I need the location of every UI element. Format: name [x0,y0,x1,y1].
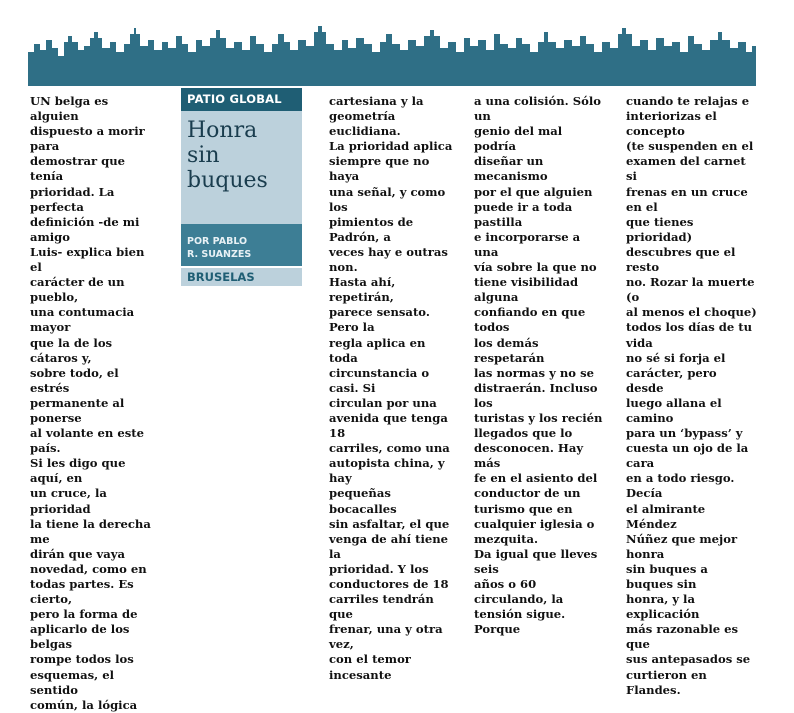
text-line: cualquier iglesia o [474,516,595,531]
text-line: distraerán. Incluso los [474,380,598,410]
skyline-silhouette [28,26,756,66]
text-line: prioridad. Y los [329,561,429,576]
text-line: para un ‘bypass’ y [626,426,743,441]
text-line: al menos el choque) [626,305,757,320]
text-line: circulan por una [329,395,437,410]
text-line: carácter, pero desde [626,365,717,395]
text-line: curtieron en Flandes. [626,667,707,697]
text-line: e incorporarse a una [474,229,581,259]
text-line: más razonable es que [626,622,739,652]
text-line: a una colisión. Sólo un [474,94,601,124]
text-line: UN belga es alguien [30,94,109,124]
text-line: turistas y los recién [474,410,603,425]
text-line: al volante en este país. [30,426,145,456]
text-line: tiene visibilidad alguna [474,275,579,305]
text-line: parece sensato. Pero la [329,305,430,335]
text-line: interiorizas el concepto [626,109,717,139]
text-line: carácter de un pueblo, [30,275,125,305]
text-line: sobre todo, el estrés [30,365,119,395]
text-line: en a todo riesgo. Decía [626,471,735,501]
text-line: veces hay e outras non. [329,244,448,275]
city-skyline-banner [28,22,756,86]
byline-line-1: POR PABLO [187,236,248,247]
text-line: genio del mal podría [474,124,563,154]
text-line: confiando en que todos [474,305,586,335]
text-line: frenar, una y otra vez, [329,622,443,652]
text-line: común, la lógica [30,697,138,712]
text-line: novedad, como en [30,561,147,576]
text-line: dirán que vaya [30,546,126,561]
text-line: prioridad. La perfecta [30,184,115,214]
text-line: Hasta ahí, repetirán, [329,275,396,305]
text-line: una señal, y como los [329,184,446,214]
text-line: llegados que lo [474,426,573,441]
text-line: circunstancia o casi. Si [329,365,430,395]
article-column-1 [30,94,158,713]
dateline-location: BRUSELAS [181,268,302,286]
text-line: puede ir a toda pastilla [474,199,573,229]
text-line: sin asfaltar, el que [329,516,450,531]
text-line: Si les digo que aquí, en [30,456,126,486]
text-line: la tiene la derecha me [30,516,151,546]
text-line: venga de ahí tiene la [329,531,449,561]
text-line: que la de los cátaros y, [30,335,113,365]
text-line: las normas y no se [474,365,594,380]
skyline-band [28,66,756,86]
text-line: geometría euclidiana. [329,109,401,139]
text-line: (te suspenden en el [626,139,754,154]
article-column-5 [626,94,757,698]
text-line: no sé si forja el [626,350,726,365]
text-line: el almirante Méndez [626,501,706,531]
text-line: esquemas, el sentido [30,667,114,697]
text-line: pequeñas bocacalles [329,486,397,516]
text-line: todas partes. Es cierto, [30,577,134,607]
text-line: autopista china, y hay [329,456,445,486]
text-line: un cruce, la prioridad [30,486,107,516]
text-line: desconocen. Hay más [474,441,584,471]
text-line: dispuesto a morir para [30,124,145,154]
text-line: sin buques a buques sin [626,561,708,591]
text-line: avenida que tenga 18 [329,410,448,441]
byline [181,224,302,266]
text-line: carriles, como una [329,441,450,456]
text-line: por el que alguien [474,184,593,199]
text-line: vía sobre la que no [474,260,597,275]
text-line: aplicarlo de los belgas [30,622,130,652]
text-line: La prioridad aplica [329,139,453,154]
text-line: turismo que en [474,501,573,516]
text-line: una contumacia mayor [30,305,135,335]
text-line: frenas en un cruce en el [626,184,748,214]
text-line: cartesiana y la [329,94,424,108]
headline: Honra sin buques [181,111,302,224]
article-column-3 [329,94,457,683]
text-line: diseñar un mecanismo [474,154,548,184]
text-line: sus antepasados se [626,652,751,667]
text-line: permanente al ponerse [30,395,125,425]
text-line: examen del carnet si [626,154,746,184]
text-line: conductor de un [474,486,581,501]
text-line: que tienes prioridad) [626,214,694,244]
article-column-4 [474,94,604,637]
text-line: fe en el asiento del [474,471,598,486]
text-line: demostrar que tenía [30,154,126,184]
byline-line-2: R. SUANZES [187,249,252,260]
text-line: definición -de mi amigo [30,214,140,244]
text-line: no. Rozar la muerte (o [626,275,755,305]
text-line: siempre que no haya [329,154,430,184]
text-line: cuesta un ojo de la cara [626,441,749,471]
text-line: mezquita. [474,531,539,546]
text-line: honra, y la explicación [626,592,700,622]
text-line: pero la forma de [30,607,138,622]
text-line: rompe todos los [30,652,134,667]
text-line: conductores de 18 [329,577,449,591]
text-line: Núñez que mejor honra [626,531,738,561]
text-line: con el temor incesante [329,652,411,682]
text-line: Luis- explica bien el [30,244,145,275]
text-line: los demás respetarán [474,335,545,365]
text-line: cuando te relajas e [626,94,750,108]
text-line: todos los días de tu vida [626,320,753,350]
text-line: Da igual que lleves seis [474,546,598,576]
text-line: tensión sigue. Porque [474,607,566,637]
text-line: regla aplica en toda [329,335,426,365]
section-label: PATIO GLOBAL [181,88,302,111]
article-header-panel [181,88,302,304]
text-line: luego allana el camino [626,395,722,425]
text-line: pimientos de Padrón, a [329,214,414,244]
text-line: carriles tendrán que [329,592,434,622]
text-line: descubres que el resto [626,244,736,275]
text-line: años o 60 circulando, la [474,577,564,607]
